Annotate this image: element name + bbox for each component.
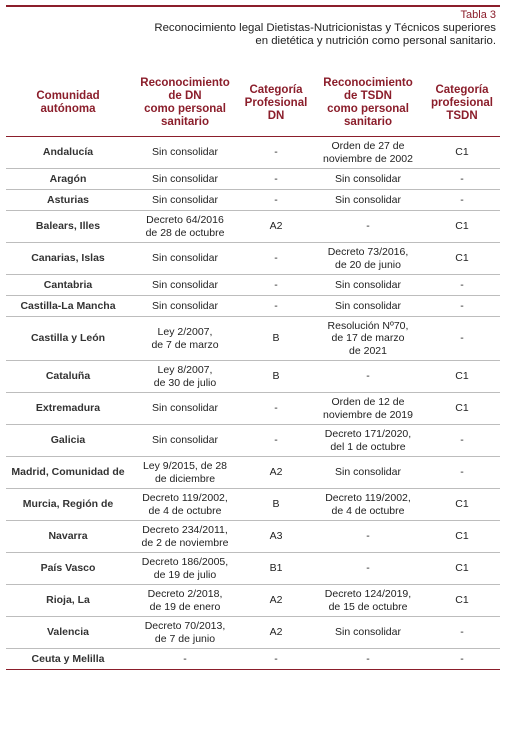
header-line: TSDN bbox=[446, 109, 478, 122]
cell-region: Asturias bbox=[6, 190, 130, 211]
cell-tsdn-category: C1 bbox=[424, 521, 500, 553]
cell-tsdn-recognition bbox=[312, 521, 424, 553]
cell-region: Castilla-La Mancha bbox=[6, 296, 130, 317]
cell-dn-recognition-line: de 7 de junio bbox=[154, 632, 216, 645]
table-row bbox=[6, 190, 500, 211]
cell-tsdn-category: - bbox=[424, 190, 500, 211]
cell-tsdn-recognition bbox=[312, 169, 424, 190]
cell-dn-recognition-line: Sin consolidar bbox=[152, 434, 218, 447]
header-line: Categoría bbox=[435, 83, 489, 96]
cell-tsdn-category: - bbox=[424, 317, 500, 361]
cell-tsdn-recognition bbox=[312, 243, 424, 275]
cell-dn-recognition bbox=[130, 585, 240, 617]
cell-dn-recognition-line: Decreto 64/2016 bbox=[146, 214, 224, 226]
cell-dn-recognition-line: de diciembre bbox=[154, 472, 216, 485]
cell-tsdn-recognition-line: Sin consolidar bbox=[335, 299, 401, 312]
cell-tsdn-recognition-line: de 2021 bbox=[349, 344, 387, 357]
cell-region: Ceuta y Melilla bbox=[6, 649, 130, 670]
table-row bbox=[6, 243, 500, 275]
cell-dn-recognition bbox=[130, 393, 240, 425]
cell-dn-recognition bbox=[130, 617, 240, 649]
cell-tsdn-category: C1 bbox=[424, 553, 500, 585]
cell-tsdn-recognition-line: Orden de 12 de bbox=[331, 396, 405, 408]
cell-dn-recognition bbox=[130, 649, 240, 670]
cell-tsdn-recognition-line: Sin consolidar bbox=[335, 466, 401, 479]
cell-dn-recognition-line: Decreto 119/2002, bbox=[142, 492, 228, 504]
cell-tsdn-recognition-line: - bbox=[366, 370, 370, 383]
cell-region: Rioja, La bbox=[6, 585, 130, 617]
cell-tsdn-recognition-line: Sin consolidar bbox=[335, 278, 401, 291]
cell-region: Andalucía bbox=[6, 137, 130, 169]
recognition-table bbox=[6, 70, 500, 670]
table-caption bbox=[76, 22, 496, 48]
cell-tsdn-category: C1 bbox=[424, 243, 500, 275]
cell-tsdn-category: C1 bbox=[424, 211, 500, 243]
cell-dn-category: B bbox=[240, 317, 312, 361]
cell-tsdn-recognition-line: Sin consolidar bbox=[335, 193, 401, 206]
cell-dn-recognition-line: Ley 9/2015, de 28 bbox=[142, 460, 228, 472]
cell-dn-recognition-line: Sin consolidar bbox=[152, 172, 218, 185]
cell-region: Cantabria bbox=[6, 275, 130, 296]
header-line: Comunidad bbox=[36, 90, 100, 102]
header-line: de TSDN bbox=[344, 90, 392, 102]
header-line: profesional bbox=[431, 96, 493, 109]
cell-tsdn-recognition bbox=[312, 585, 424, 617]
cell-tsdn-category: - bbox=[424, 275, 500, 296]
cell-tsdn-category: - bbox=[424, 649, 500, 670]
top-rule bbox=[6, 5, 500, 7]
cell-tsdn-recognition bbox=[312, 211, 424, 243]
table-row bbox=[6, 585, 500, 617]
cell-tsdn-recognition bbox=[312, 553, 424, 585]
table-row bbox=[6, 317, 500, 361]
cell-dn-category: B bbox=[240, 489, 312, 521]
cell-tsdn-category: - bbox=[424, 617, 500, 649]
table-row bbox=[6, 649, 500, 670]
cell-dn-category: - bbox=[240, 243, 312, 275]
cell-tsdn-category: - bbox=[424, 169, 500, 190]
cell-dn-recognition bbox=[130, 275, 240, 296]
cell-dn-recognition bbox=[130, 553, 240, 585]
cell-dn-category: - bbox=[240, 425, 312, 457]
cell-region: Aragón bbox=[6, 169, 130, 190]
cell-dn-recognition bbox=[130, 243, 240, 275]
header-line: de DN bbox=[168, 90, 202, 102]
cell-dn-category: - bbox=[240, 296, 312, 317]
table-row bbox=[6, 275, 500, 296]
cell-dn-recognition bbox=[130, 425, 240, 457]
caption-line: Reconocimiento legal Dietistas-Nutricionistas y Técnicos superiores bbox=[154, 22, 496, 34]
cell-tsdn-recognition bbox=[312, 617, 424, 649]
cell-region: Balears, Illes bbox=[6, 211, 130, 243]
caption-line: en dietética y nutrición como personal sanitario. bbox=[255, 35, 496, 47]
header-line: sanitario bbox=[161, 116, 209, 128]
cell-tsdn-recognition bbox=[312, 361, 424, 393]
cell-dn-recognition bbox=[130, 489, 240, 521]
cell-tsdn-recognition-line: Resolución Nº70, bbox=[327, 319, 409, 332]
cell-dn-category: - bbox=[240, 137, 312, 169]
header-line: Profesional bbox=[244, 96, 308, 109]
cell-region: Canarias, Islas bbox=[6, 243, 130, 275]
cell-region: Murcia, Región de bbox=[6, 489, 130, 521]
cell-dn-recognition-line: Decreto 2/2018, bbox=[147, 588, 223, 600]
cell-dn-category: B1 bbox=[240, 553, 312, 585]
cell-tsdn-recognition-line: Decreto 171/2020, bbox=[324, 428, 412, 440]
cell-tsdn-recognition-line: de 20 de junio bbox=[335, 258, 401, 271]
cell-dn-recognition-line: de 19 de enero bbox=[149, 600, 221, 613]
cell-dn-recognition-line: Sin consolidar bbox=[152, 193, 218, 206]
cell-dn-category: B bbox=[240, 361, 312, 393]
cell-dn-recognition-line: Decreto 186/2005, bbox=[141, 556, 229, 568]
table-row bbox=[6, 617, 500, 649]
table-row bbox=[6, 393, 500, 425]
col-header-reconocimiento-dn bbox=[130, 70, 240, 137]
cell-dn-category: A2 bbox=[240, 211, 312, 243]
cell-tsdn-category: - bbox=[424, 457, 500, 489]
cell-dn-recognition-line: de 2 de noviembre bbox=[141, 536, 229, 549]
cell-tsdn-category: C1 bbox=[424, 361, 500, 393]
col-header-categoria-dn bbox=[240, 70, 312, 137]
cell-dn-recognition-line: de 30 de julio bbox=[153, 376, 217, 389]
cell-tsdn-category: C1 bbox=[424, 137, 500, 169]
cell-dn-category: - bbox=[240, 649, 312, 670]
cell-dn-recognition-line: Decreto 234/2011, bbox=[142, 524, 228, 536]
cell-tsdn-recognition-line: - bbox=[366, 530, 370, 543]
table-row bbox=[6, 296, 500, 317]
cell-region: Valencia bbox=[6, 617, 130, 649]
header-line: autónoma bbox=[40, 103, 96, 115]
cell-dn-recognition-line: Sin consolidar bbox=[152, 146, 218, 159]
cell-tsdn-recognition-line: - bbox=[366, 220, 370, 233]
header-line: Categoría bbox=[249, 83, 303, 96]
header-line: Reconocimiento bbox=[323, 77, 413, 89]
cell-region: Castilla y León bbox=[6, 317, 130, 361]
table-row bbox=[6, 361, 500, 393]
cell-dn-category: - bbox=[240, 393, 312, 425]
cell-tsdn-recognition bbox=[312, 457, 424, 489]
header-line: DN bbox=[267, 109, 285, 122]
cell-tsdn-recognition bbox=[312, 425, 424, 457]
col-header-categoria-tsdn bbox=[424, 70, 500, 137]
cell-dn-recognition-line: de 4 de octubre bbox=[148, 504, 222, 517]
cell-dn-recognition bbox=[130, 169, 240, 190]
cell-dn-category: A2 bbox=[240, 457, 312, 489]
cell-tsdn-recognition-line: noviembre de 2019 bbox=[323, 408, 413, 421]
table-row bbox=[6, 211, 500, 243]
cell-dn-recognition bbox=[130, 211, 240, 243]
cell-tsdn-recognition bbox=[312, 275, 424, 296]
cell-tsdn-recognition bbox=[312, 190, 424, 211]
cell-tsdn-recognition-line: Decreto 73/2016, bbox=[327, 246, 409, 258]
cell-dn-recognition bbox=[130, 317, 240, 361]
cell-tsdn-recognition-line: noviembre de 2002 bbox=[323, 152, 413, 165]
cell-dn-category: - bbox=[240, 169, 312, 190]
cell-region: Navarra bbox=[6, 521, 130, 553]
cell-region: País Vasco bbox=[6, 553, 130, 585]
header-line: Reconocimiento bbox=[140, 77, 230, 89]
cell-tsdn-recognition-line: Sin consolidar bbox=[335, 172, 401, 185]
table-row bbox=[6, 553, 500, 585]
table-row bbox=[6, 457, 500, 489]
cell-dn-recognition bbox=[130, 521, 240, 553]
cell-region: Cataluña bbox=[6, 361, 130, 393]
header-line: sanitario bbox=[344, 116, 392, 128]
cell-dn-category: - bbox=[240, 275, 312, 296]
cell-tsdn-recognition-line: Decreto 119/2002, bbox=[325, 492, 411, 504]
table-row bbox=[6, 137, 500, 169]
cell-tsdn-recognition-line: - bbox=[366, 652, 370, 665]
table-row bbox=[6, 521, 500, 553]
cell-dn-recognition-line: - bbox=[183, 652, 187, 665]
cell-tsdn-category: C1 bbox=[424, 489, 500, 521]
header-line: como personal bbox=[327, 103, 409, 115]
cell-dn-recognition-line: de 19 de julio bbox=[153, 568, 217, 581]
cell-dn-recognition bbox=[130, 137, 240, 169]
table-row bbox=[6, 169, 500, 190]
cell-dn-category: - bbox=[240, 190, 312, 211]
cell-tsdn-recognition bbox=[312, 489, 424, 521]
cell-tsdn-recognition bbox=[312, 137, 424, 169]
cell-tsdn-recognition-line: - bbox=[366, 562, 370, 575]
cell-region: Galicia bbox=[6, 425, 130, 457]
header-line: como personal bbox=[144, 103, 226, 115]
cell-tsdn-recognition-line: de 17 de marzo bbox=[331, 332, 405, 345]
cell-tsdn-recognition bbox=[312, 649, 424, 670]
cell-dn-recognition-line: Sin consolidar bbox=[152, 299, 218, 312]
cell-tsdn-recognition-line: Sin consolidar bbox=[335, 626, 401, 639]
cell-dn-recognition bbox=[130, 361, 240, 393]
cell-tsdn-recognition bbox=[312, 317, 424, 361]
cell-tsdn-category: C1 bbox=[424, 585, 500, 617]
cell-dn-recognition-line: Ley 2/2007, bbox=[157, 326, 213, 338]
cell-region: Madrid, Comunidad de bbox=[6, 457, 130, 489]
col-header-comunidad bbox=[6, 70, 130, 137]
cell-region: Extremadura bbox=[6, 393, 130, 425]
cell-tsdn-category: - bbox=[424, 425, 500, 457]
cell-dn-recognition bbox=[130, 457, 240, 489]
col-header-reconocimiento-tsdn bbox=[312, 70, 424, 137]
cell-tsdn-recognition-line: de 15 de octubre bbox=[328, 600, 408, 613]
cell-tsdn-category: - bbox=[424, 296, 500, 317]
cell-tsdn-recognition-line: de 4 de octubre bbox=[331, 504, 405, 517]
cell-dn-recognition-line: Sin consolidar bbox=[152, 402, 218, 415]
table-body bbox=[6, 137, 500, 670]
cell-dn-category: A2 bbox=[240, 585, 312, 617]
cell-tsdn-recognition-line: Decreto 124/2019, bbox=[324, 588, 412, 600]
header-row bbox=[6, 70, 500, 137]
cell-dn-recognition-line: Sin consolidar bbox=[152, 278, 218, 291]
cell-dn-recognition-line: Sin consolidar bbox=[152, 252, 218, 265]
cell-dn-category: A2 bbox=[240, 617, 312, 649]
cell-dn-category: A3 bbox=[240, 521, 312, 553]
cell-dn-recognition-line: de 28 de octubre bbox=[145, 226, 225, 239]
table-row bbox=[6, 425, 500, 457]
cell-tsdn-category: C1 bbox=[424, 393, 500, 425]
cell-tsdn-recognition bbox=[312, 296, 424, 317]
cell-tsdn-recognition-line: Orden de 27 de bbox=[331, 140, 405, 152]
cell-dn-recognition bbox=[130, 296, 240, 317]
table-row bbox=[6, 489, 500, 521]
cell-dn-recognition-line: Ley 8/2007, bbox=[157, 364, 213, 376]
cell-dn-recognition bbox=[130, 190, 240, 211]
cell-tsdn-recognition bbox=[312, 393, 424, 425]
cell-dn-recognition-line: Decreto 70/2013, bbox=[144, 620, 226, 632]
cell-tsdn-recognition-line: del 1 de octubre bbox=[330, 440, 406, 453]
table-number: Tabla 3 bbox=[460, 9, 496, 21]
cell-dn-recognition-line: de 7 de marzo bbox=[151, 338, 219, 351]
